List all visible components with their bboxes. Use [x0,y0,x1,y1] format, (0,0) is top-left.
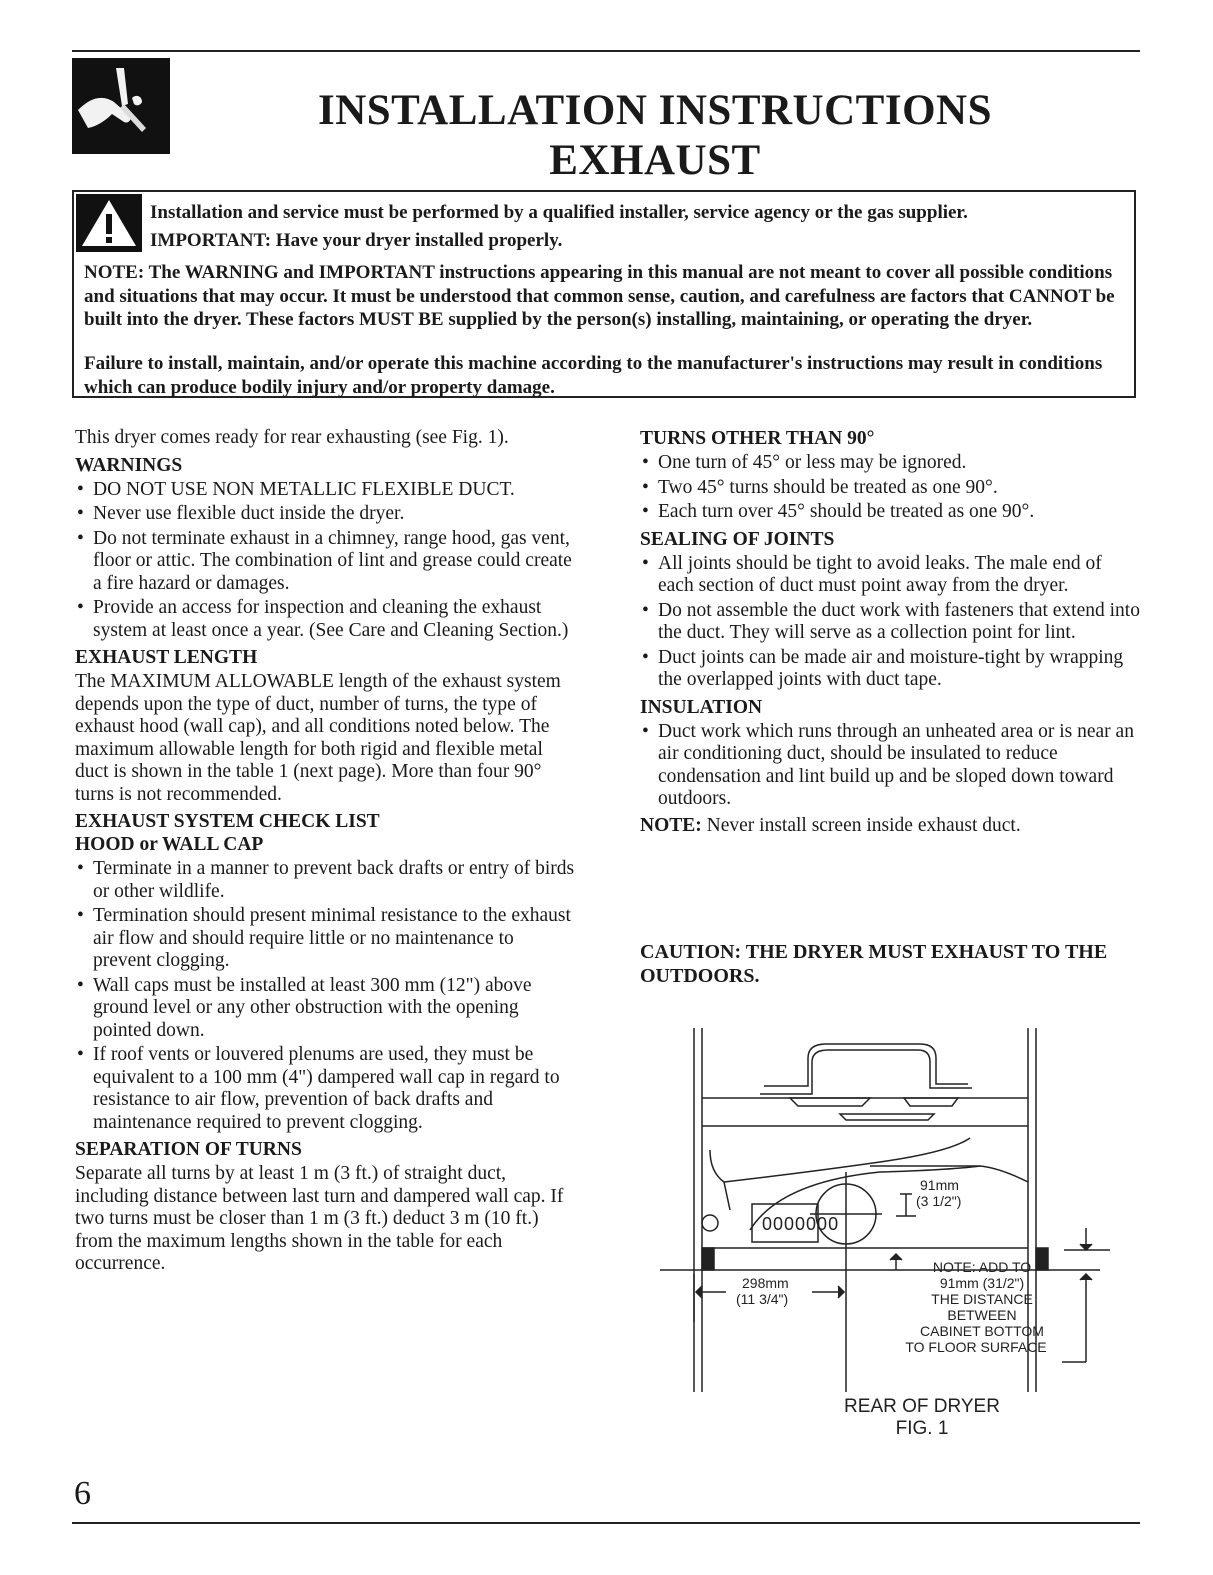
list-item: • Provide an access for inspection and cleaning the exhaust system at least once a year. (See Care and Cleaning Section.) [75,597,575,642]
checklist-heading: EXHAUST SYSTEM CHECK LIST [75,811,380,832]
vent-label: 0000000 [762,1214,840,1234]
note-line: CABINET BOTTOM [920,1323,1044,1339]
sealing-list [640,553,1140,692]
insulation-list [640,721,1140,811]
list-item: • Two 45° turns should be treated as one 90°. [640,477,1140,500]
note-line: 91mm (31/2") [939,1275,1025,1291]
sealing-heading: SEALING OF JOINTS [640,528,835,550]
warning-line-important: IMPORTANT: Have your dryer installed properly. [150,230,563,251]
list-item: • Duct work which runs through an unheated area or is near an air conditioning duct, should be insulated to reduce condensation and lint build up and be sloped down toward outdoors. [640,721,1140,811]
separation-text: Separate all turns by at least 1 m (3 ft.) of straight duct, including distance between last turn and dampered wall cap. If two turns must be closer than 1 m (3 ft.) deduct 3 m (10 ft.) from the maximum lengths shown in the table for each occurrence. [75,1163,564,1274]
exhaust-length-heading: EXHAUST LENGTH [75,647,258,668]
warning-triangle-icon [76,194,142,252]
hood-heading: HOOD or WALL CAP [75,834,264,855]
note-label: NOTE: [640,814,702,836]
bottom-rule [72,1522,1140,1524]
rear-of-dryer-diagram [650,1022,1110,1392]
list-item: • Never use flexible duct inside the dryer. [75,503,575,526]
list-item: • Terminate in a manner to prevent back drafts or entry of birds or other wildlife. [75,858,575,903]
list-item: • If roof vents or louvered plenums are used, they must be equivalent to a 100 mm (4") dampered wall cap in regard to resistance to air flow, prevention of back drafts and maintenance required to prevent clogging. [75,1044,575,1134]
page-title [170,86,1140,186]
warning-box [72,190,1136,398]
page-number: 6 [74,1475,91,1512]
caution-text: CAUTION: THE DRYER MUST EXHAUST TO THE OUTDOORS. [640,941,1108,987]
list-item: • Each turn over 45° should be treated as one 90°. [640,501,1140,524]
note-text: Never install screen inside exhaust duct. [706,814,1021,836]
right-column [640,427,1140,841]
turns-list [640,452,1140,524]
separation-heading: SEPARATION OF TURNS [75,1139,302,1160]
list-item: • All joints should be tight to avoid leaks. The male end of each section of duct must point away from the dryer. [640,553,1140,598]
figure-caption: REAR OF DRYER [844,1396,1000,1417]
warning-note: NOTE: The WARNING and IMPORTANT instructions appearing in this manual are not meant to cover all possible conditions and situations that may occur. It must be understood that common sense, caution, and carefulness are factors that CANNOT be built into the dryer. These factors MUST BE supplied by the person(s) installing, maintaining, or operating the dryer. [84,262,1115,330]
title-line-2: EXHAUST [549,137,761,184]
list-item: • Termination should present minimal resistance to the exhaust air flow and should require little or no maintenance to prevent clogging. [75,905,575,973]
note-paragraph [640,815,1140,838]
list-item: • Duct joints can be made air and moisture-tight by wrapping the overlapped joints with duct tape. [640,647,1140,692]
hand-screwdriver-icon [72,58,170,154]
warning-line-installer: Installation and service must be performed by a qualified installer, service agency or the gas supplier. [150,202,968,223]
figure-number: FIG. 1 [895,1418,949,1439]
insulation-heading: INSULATION [640,696,763,718]
dim-298mm-in: (11 3/4") [736,1291,789,1307]
note-line: TO FLOOR SURFACE [905,1339,1047,1355]
dim-91mm-in: (3 1/2") [916,1193,962,1209]
left-column [75,427,575,1280]
warnings-heading: WARNINGS [75,454,183,476]
dim-91mm: 91mm [920,1177,959,1193]
turns-heading: TURNS OTHER THAN 90° [640,428,875,449]
list-item: • Wall caps must be installed at least 300 mm (12") above ground level or any other obstruction with the opening pointed down. [75,975,575,1043]
warnings-list [75,479,575,643]
top-rule [72,50,1140,52]
title-line-1: INSTALLATION INSTRUCTIONS [317,87,992,134]
list-item: • DO NOT USE NON METALLIC FLEXIBLE DUCT. [75,479,575,502]
list-item: • Do not terminate exhaust in a chimney, range hood, gas vent, floor or attic. The combination of lint and grease could create a fire hazard or damages. [75,528,575,596]
list-item: • Do not assemble the duct work with fasteners that extend into the duct. They will serve as a collection point for lint. [640,600,1140,645]
list-item: • One turn of 45° or less may be ignored. [640,452,1140,475]
intro-text: This dryer comes ready for rear exhausting (see Fig. 1). [75,427,509,448]
hood-list [75,858,575,1134]
note-line: THE DISTANCE [931,1291,1033,1307]
note-line: NOTE: ADD TO [932,1259,1032,1275]
dim-298mm: 298mm [742,1275,789,1291]
floor-note [905,1259,1046,1355]
exhaust-length-text: The MAXIMUM ALLOWABLE length of the exhaust system depends upon the type of duct, number of turns, the type of exhaust hood (wall cap), and all conditions noted below. The maximum allowable length for both rigid and flexible metal duct is shown in the table 1 (next page). More than four 90° turns is not recommended. [75,671,561,805]
note-line: BETWEEN [947,1307,1017,1323]
warning-failure: Failure to install, maintain, and/or operate this machine according to the manufacturer's instructions may result in conditions which can produce bodily injury and/or property damage. [84,353,1103,398]
